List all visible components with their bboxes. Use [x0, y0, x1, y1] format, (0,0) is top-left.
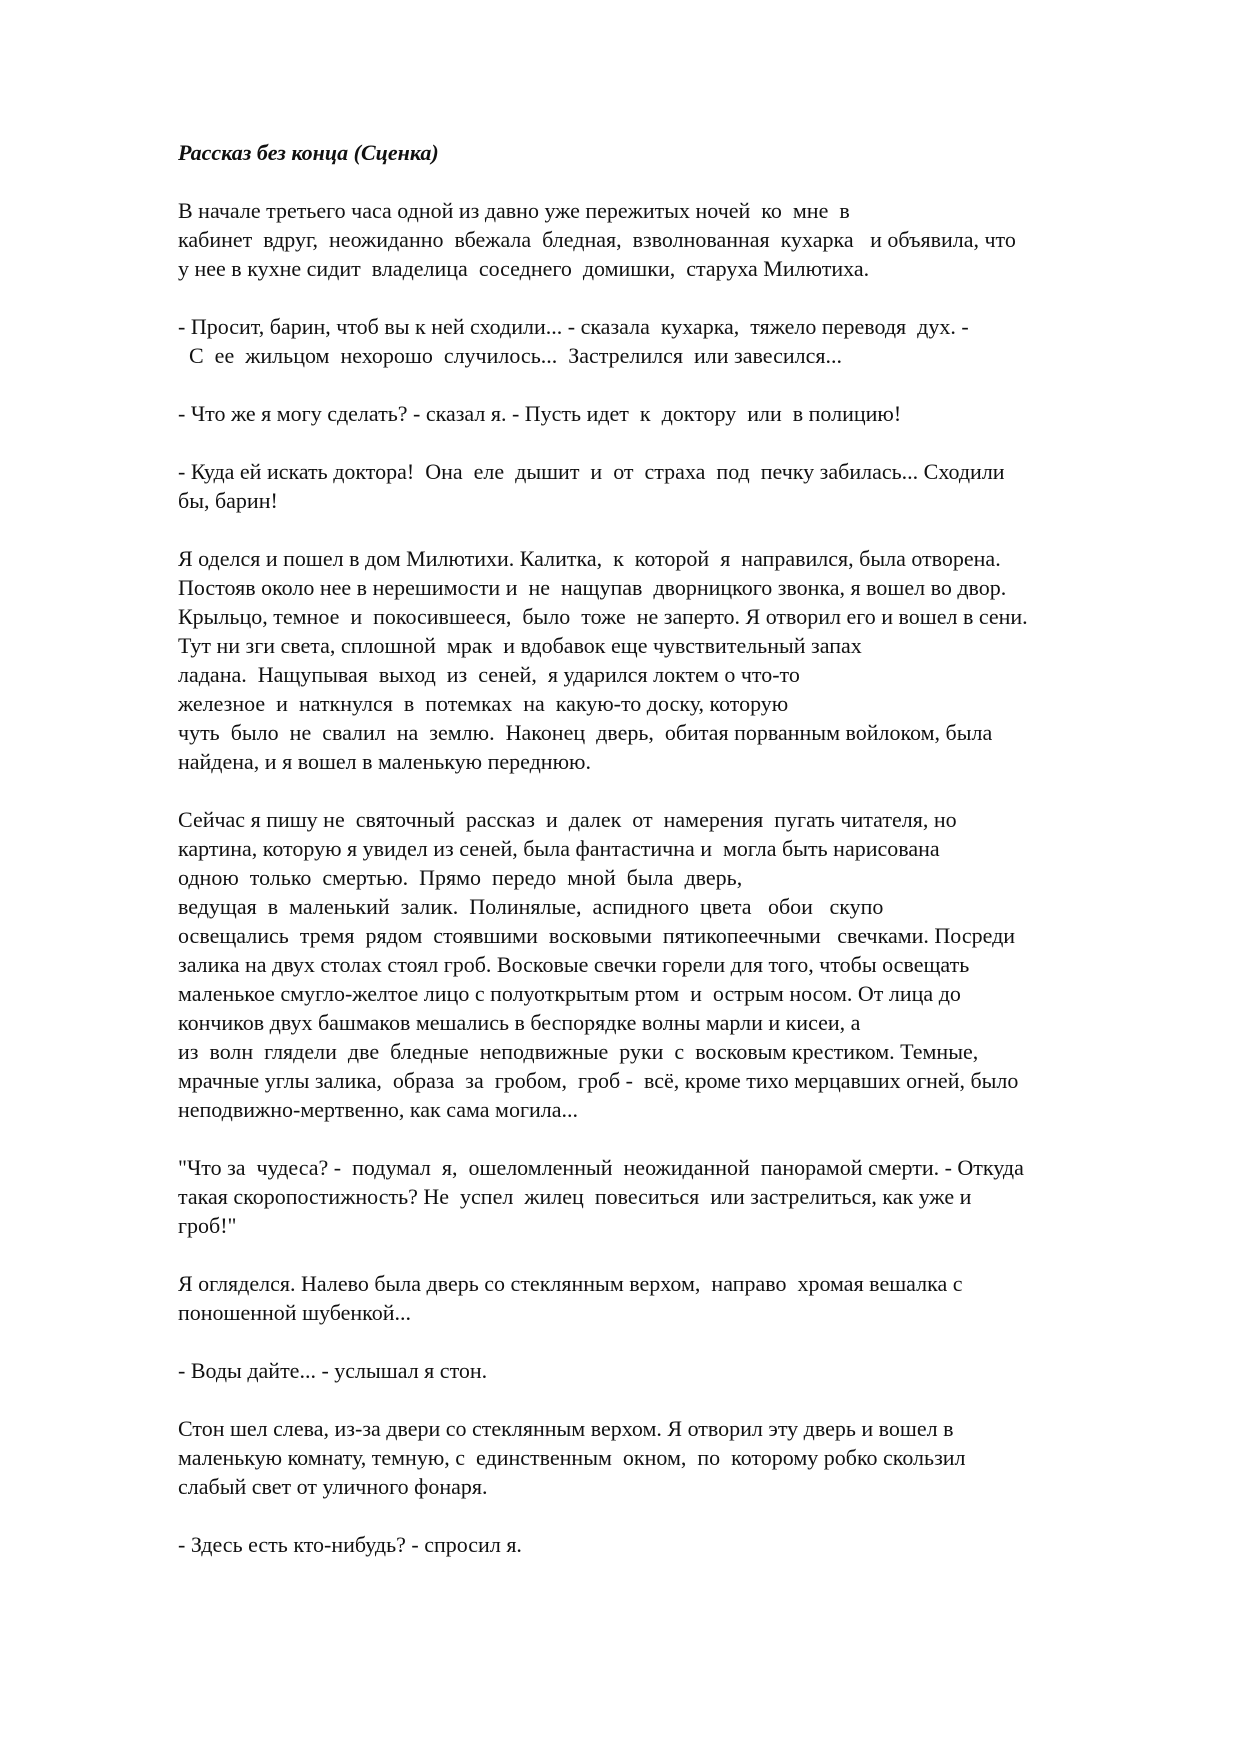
text-line: - Просит, барин, чтоб вы к ней сходили... - сказала кухарка, тяжело переводя дух. - [178, 314, 969, 339]
text-line: залика на двух столах стоял гроб. Восковые свечки горели для того, чтобы освещать [178, 952, 970, 977]
text-line: у нее в кухне сидит владелица соседнего домишки, старуха Милютиха. [178, 256, 870, 281]
paragraph-list [178, 196, 1178, 1559]
text-line: - Воды дайте... - услышал я стон. [178, 1358, 488, 1383]
text-line: освещались тремя рядом стоявшими восковыми пятикопеечными свечками. Посреди [178, 923, 1016, 948]
text-line: Я огляделся. Налево была дверь со стеклянным верхом, направо хромая вешалка с [178, 1271, 963, 1296]
text-line: Постояв около нее в нерешимости и не нащупав дворницкого звонка, я вошел во двор. [178, 575, 1007, 600]
paragraph [178, 1414, 1178, 1501]
text-line: "Что за чудеса? - подумал я, ошеломленный неожиданной панорамой смерти. - Откуда [178, 1155, 1024, 1180]
text-line: неподвижно-мертвенно, как сама могила... [178, 1097, 579, 1122]
text-line: поношенной шубенкой... [178, 1300, 412, 1325]
text-line: такая скоропостижность? Не успел жилец повеситься или застрелиться, как уже и [178, 1184, 972, 1209]
text-line: кабинет вдруг, неожиданно вбежала бледная, взволнованная кухарка и объявила, что [178, 227, 1016, 252]
paragraph [178, 1356, 1178, 1385]
text-line: картина, которую я увидел из сеней, была фантастична и могла быть нарисована [178, 836, 940, 861]
text-line: Сейчас я пишу не святочный рассказ и далек от намерения пугать читателя, но [178, 807, 957, 832]
paragraph [178, 1269, 1178, 1327]
text-line: Тут ни зги света, сплошной мрак и вдобавок еще чувствительный запах [178, 633, 862, 658]
paragraph [178, 457, 1178, 515]
text-line: - Куда ей искать доктора! Она еле дышит и от страха под печку забилась... Сходили [178, 459, 1005, 484]
text-line: ведущая в маленький залик. Полинялые, аспидного цвета обои скупо [178, 894, 884, 919]
text-line: железное и наткнулся в потемках на какую-то доску, которую [178, 691, 789, 716]
paragraph [178, 1153, 1178, 1240]
text-line: найдена, и я вошел в маленькую переднюю. [178, 749, 591, 774]
text-line: чуть было не свалил на землю. Наконец дверь, обитая порванным войлоком, была [178, 720, 993, 745]
paragraph [178, 196, 1178, 283]
text-line: Я оделся и пошел в дом Милютихи. Калитка, к которой я направился, была отворена. [178, 546, 1001, 571]
paragraph [178, 1530, 1178, 1559]
text-line: Крыльцо, темное и покосившееся, было тоже не заперто. Я отворил его и вошел в сени. [178, 604, 1028, 629]
text-line: одною только смертью. Прямо передо мной была дверь, [178, 865, 743, 890]
text-line: кончиков двух башмаков мешались в беспорядке волны марли и кисеи, а [178, 1010, 861, 1035]
text-line: мрачные углы залика, образа за гробом, гроб - всё, кроме тихо мерцавших огней, было [178, 1068, 1019, 1093]
text-line: В начале третьего часа одной из давно уже пережитых ночей ко мне в [178, 198, 850, 223]
story-title: Рассказ без конца (Сценка) [178, 140, 439, 165]
text-line: бы, барин! [178, 488, 278, 513]
document-body [178, 138, 1178, 1588]
text-line: гроб!" [178, 1213, 237, 1238]
text-line: - Здесь есть кто-нибудь? - спросил я. [178, 1532, 522, 1557]
paragraph [178, 312, 1178, 370]
text-line: маленькую комнату, темную, с единственным окном, по которому робко скользил [178, 1445, 966, 1470]
text-line: С ее жильцом нехорошо случилось... Застрелился или завесился... [178, 343, 842, 368]
text-line: - Что же я могу сделать? - сказал я. - Пусть идет к доктору или в полицию! [178, 401, 902, 426]
text-line: маленькое смугло-желтое лицо с полуоткрытым ртом и острым носом. От лица до [178, 981, 961, 1006]
paragraph [178, 399, 1178, 428]
paragraph [178, 805, 1178, 1124]
paragraph [178, 544, 1178, 776]
text-line: из волн глядели две бледные неподвижные руки с восковым крестиком. Темные, [178, 1039, 979, 1064]
text-line: слабый свет от уличного фонаря. [178, 1474, 488, 1499]
text-line: Стон шел слева, из-за двери со стеклянным верхом. Я отворил эту дверь и вошел в [178, 1416, 954, 1441]
text-line: ладана. Нащупывая выход из сеней, я ударился локтем о что-то [178, 662, 800, 687]
